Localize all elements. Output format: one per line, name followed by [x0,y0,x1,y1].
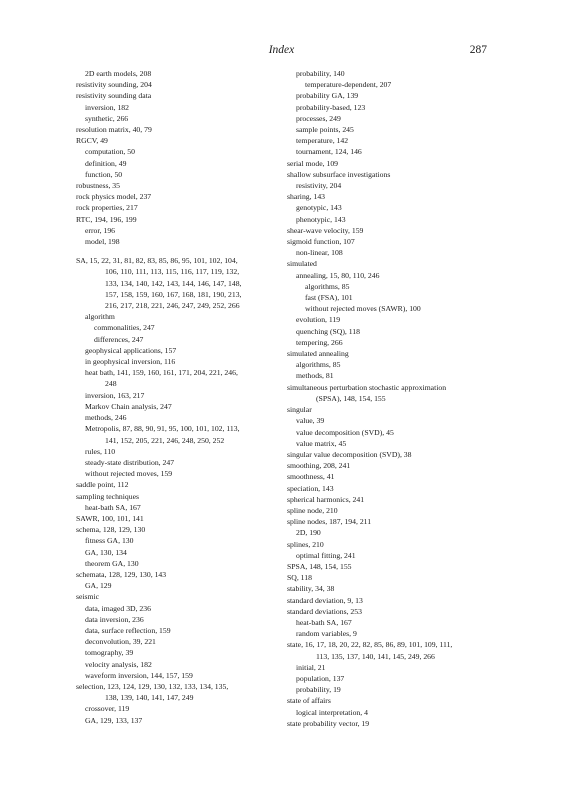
index-subentry: in geophysical inversion, 116 [85,357,176,367]
index-entry: spherical harmonics, 241 [287,494,365,504]
index-entry: RTC, 194, 196, 199 [76,214,137,224]
index-entry: state, 16, 17, 18, 20, 22, 82, 85, 86, 89, 101, 109, 111, [287,640,453,650]
index-entry: serial mode, 109 [287,158,339,168]
index-entry: shallow subsurface investigations [287,169,391,179]
index-subentry: error, 196 [85,225,116,235]
index-subentry: commonalities, 247 [94,323,155,333]
index-subentry: crossover, 119 [85,704,130,714]
index-subentry: GA, 129, 133, 137 [85,715,143,725]
index-subentry: initial, 21 [296,662,326,672]
index-entry: SQ, 118 [287,573,312,583]
index-subentry: without rejected moves (SAWR), 100 [305,304,421,314]
index-entry-continuation: 113, 135, 137, 140, 141, 145, 249, 266 [316,651,435,661]
index-subentry: algorithm [85,312,115,322]
index-subentry: differences, 247 [94,334,144,344]
index-entry: SPSA, 148, 154, 155 [287,561,352,571]
index-subentry: probability, 140 [296,69,345,78]
index-subentry: heat bath, 141, 159, 160, 161, 171, 204, 221, 246, [85,368,238,378]
index-entry: SA, 15, 22, 31, 81, 82, 83, 85, 86, 95, 101, 102, 104, [76,256,238,266]
index-entry-continuation: 141, 152, 205, 221, 246, 248, 250, 252 [105,435,225,445]
index-subentry: resistivity, 204 [296,181,342,191]
index-subentry: methods, 81 [296,371,334,381]
index-subentry: population, 137 [296,673,345,683]
index-subentry: rules, 110 [85,446,116,456]
index-entry: sigmoid function, 107 [287,237,355,247]
index-subentry: tomography, 39 [85,648,134,658]
index-subentry: value, 39 [296,416,325,426]
index-entry: resistivity sounding data [76,91,152,101]
index-entry: RGCV, 49 [76,136,108,146]
index-subentry: algorithms, 85 [305,281,350,291]
index-subentry: GA, 129 [85,581,112,591]
index-subentry: value decomposition (SVD), 45 [296,427,394,437]
index-entry: rock properties, 217 [76,203,138,213]
index-subentry: fast (FSA), 101 [305,293,353,303]
index-subentry: logical interpretation, 4 [296,707,368,717]
index-subentry: tournament, 124, 146 [296,147,362,157]
index-entry: standard deviations, 253 [287,606,362,616]
index-entry: schema, 128, 129, 130 [76,525,146,535]
index-entry: seismic [76,592,100,602]
index-entry: simultaneous perturbation stochastic approximation [287,382,447,392]
index-entry-continuation: 133, 134, 140, 142, 143, 144, 146, 147, 148, [105,278,242,288]
index-subentry: genotypic, 143 [296,203,342,213]
index-subentry: probability GA, 139 [296,91,359,101]
index-entry: sampling techniques [76,491,139,501]
index-entry: stability, 34, 38 [287,584,335,594]
index-entry: singular [287,405,312,415]
index-entry-continuation: 138, 139, 140, 141, 147, 249 [105,693,194,703]
index-subentry: heat-bath SA, 167 [296,617,352,627]
index-subentry: theorem GA, 130 [85,558,139,568]
index-subentry: definition, 49 [85,158,127,168]
index-subentry: probability, 19 [296,685,341,695]
index-subentry: deconvolution, 39, 221 [85,637,156,647]
index-entry: simulated [287,259,317,269]
index-subentry: computation, 50 [85,147,135,157]
index-subentry: annealing, 15, 80, 110, 246 [296,270,380,280]
index-entry: speciation, 143 [287,483,334,493]
index-subentry: temperature-dependent, 207 [305,80,392,90]
index-subentry: value matrix, 45 [296,438,347,448]
index-subentry: processes, 249 [296,113,341,123]
running-header [0,44,563,60]
index-subentry: algorithms, 85 [296,360,341,370]
index-subentry: quenching (SQ), 118 [296,326,360,336]
index-entry: saddle point, 112 [76,480,129,490]
index-subentry: evolution, 119 [296,315,341,325]
index-subentry: fitness GA, 130 [85,536,134,546]
index-entry: robustness, 35 [76,181,120,191]
index-subentry: Markov Chain analysis, 247 [85,401,172,411]
index-entry: simulated annealing [287,349,349,359]
index-entry-continuation: 106, 110, 111, 113, 115, 116, 117, 119, 132, [105,267,240,277]
index-subentry: non-linear, 108 [296,248,343,258]
index-subentry: probability-based, 123 [296,102,366,112]
index-entry: rock physics model, 237 [76,192,152,202]
index-subentry: 2D earth models, 208 [85,69,152,78]
index-subentry: data inversion, 236 [85,614,144,624]
index-entry: standard deviation, 9, 13 [287,595,363,605]
index-subentry: waveform inversion, 144, 157, 159 [85,670,193,680]
index-subentry: methods, 246 [85,413,127,423]
index-subentry: phenotypic, 143 [296,214,346,224]
index-entry: SAWR, 100, 101, 141 [76,513,144,523]
index-subentry: data, imaged 3D, 236 [85,603,151,613]
index-subentry: model, 198 [85,237,120,247]
index-entry-continuation: (SPSA), 148, 154, 155 [316,393,386,403]
page-number: 287 [469,44,487,56]
index-entry: resistivity sounding, 204 [76,80,152,90]
index-entry: selection, 123, 124, 129, 130, 132, 133, 134, 135, [76,681,229,691]
index-entry: state probability vector, 19 [287,718,370,728]
page-title: Index [268,44,295,56]
index-entry: state of affairs [287,696,331,706]
index-entry: smoothness, 41 [287,472,335,482]
index-subentry: optimal fitting, 241 [296,550,356,560]
index-subentry: function, 50 [85,169,123,179]
index-entry: schemata, 128, 129, 130, 143 [76,569,167,579]
index-subentry: inversion, 182 [85,102,129,112]
index-entry-continuation: 248 [105,379,117,389]
index-entry: resolution matrix, 40, 79 [76,125,152,135]
index-entry: splines, 210 [287,539,324,549]
index-subentry: sample points, 245 [296,125,354,135]
index-entry: shear-wave velocity, 159 [287,225,364,235]
index-subentry: heat-bath SA, 167 [85,502,141,512]
index-entry: sharing, 143 [287,192,326,202]
index-subentry: random variables, 9 [296,629,357,639]
index-entry: spline node, 210 [287,505,338,515]
index-subentry: 2D, 190 [296,528,321,538]
index-subentry: Metropolis, 87, 88, 90, 91, 95, 100, 101, 102, 113, [85,424,240,434]
index-subentry: GA, 130, 134 [85,547,127,557]
index-subentry: temperature, 142 [296,136,349,146]
index-entry: smoothing, 208, 241 [287,461,351,471]
index-column-right [287,68,507,729]
index-entry-continuation: 157, 158, 159, 160, 167, 168, 181, 190, 213, [105,289,242,299]
index-subentry: synthetic, 266 [85,113,129,123]
index-subentry: inversion, 163, 217 [85,390,145,400]
index-entry-continuation: 216, 217, 218, 221, 246, 247, 249, 252, 266 [105,301,240,311]
index-subentry: tempering, 266 [296,337,343,347]
index-subentry: steady-state distribution, 247 [85,457,175,467]
index-subentry: geophysical applications, 157 [85,345,177,355]
index-subentry: data, surface reflection, 159 [85,625,171,635]
index-entry: spline nodes, 187, 194, 211 [287,517,372,527]
index-column-left [76,68,296,726]
index-subentry: velocity analysis, 182 [85,659,152,669]
index-subentry: without rejected moves, 159 [85,469,173,479]
index-entry: singular value decomposition (SVD), 38 [287,449,412,459]
